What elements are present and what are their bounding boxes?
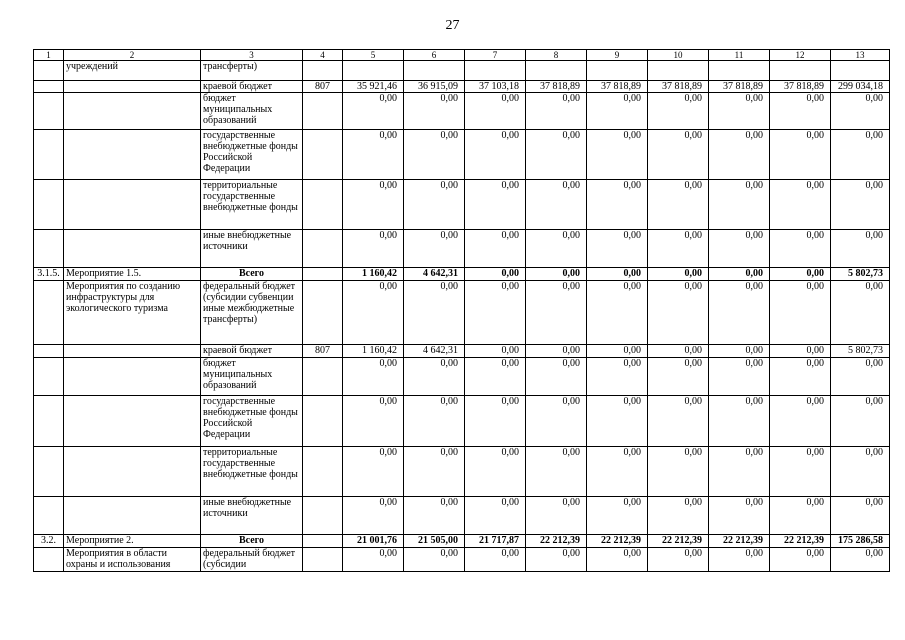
table-cell: 0,00	[587, 396, 648, 447]
table-cell	[303, 93, 343, 130]
table-cell: 22 212,39	[709, 535, 770, 548]
table-cell: 0,00	[587, 548, 648, 572]
table-cell: 5 802,73	[831, 268, 890, 281]
table-row	[34, 230, 890, 268]
table-cell: 21 505,00	[404, 535, 465, 548]
table-cell: 0,00	[526, 180, 587, 230]
table-cell	[303, 358, 343, 396]
table-cell: трансферты)	[201, 61, 303, 81]
table-cell: 1 160,42	[343, 268, 404, 281]
table-cell	[303, 447, 343, 497]
table-cell: 0,00	[770, 396, 831, 447]
table-cell: учреждений	[64, 61, 201, 81]
table-cell: 0,00	[831, 230, 890, 268]
table-cell: 21 717,87	[465, 535, 526, 548]
table-cell: 0,00	[526, 396, 587, 447]
table-cell: 0,00	[404, 93, 465, 130]
table-cell: 0,00	[831, 548, 890, 572]
table-cell: 0,00	[831, 180, 890, 230]
table-cell: 0,00	[465, 180, 526, 230]
table-row	[34, 81, 890, 93]
table-cell	[303, 281, 343, 345]
table-cell	[34, 130, 64, 180]
table-cell: 0,00	[587, 281, 648, 345]
table-cell: бюджет муниципальных образований	[201, 93, 303, 130]
table-cell: 0,00	[343, 358, 404, 396]
column-header: 4	[303, 50, 343, 61]
table-cell: 0,00	[526, 447, 587, 497]
table-row	[34, 447, 890, 497]
table-cell: 0,00	[526, 93, 587, 130]
table-cell	[34, 230, 64, 268]
table-row	[34, 268, 890, 281]
table-cell: 0,00	[526, 268, 587, 281]
table-cell: 0,00	[648, 358, 709, 396]
table-cell: 0,00	[831, 358, 890, 396]
column-header: 8	[526, 50, 587, 61]
table-body	[34, 50, 890, 572]
table-cell: 0,00	[770, 447, 831, 497]
table-cell: 0,00	[526, 548, 587, 572]
table-cell: 0,00	[404, 548, 465, 572]
table-cell: 22 212,39	[770, 535, 831, 548]
table-cell: 0,00	[465, 345, 526, 358]
table-cell	[34, 81, 64, 93]
table-cell: 0,00	[709, 230, 770, 268]
table-cell: 0,00	[587, 497, 648, 535]
table-cell	[709, 61, 770, 81]
table-cell: 0,00	[648, 180, 709, 230]
table-cell	[34, 93, 64, 130]
table-cell: 0,00	[648, 93, 709, 130]
table-cell: 0,00	[770, 180, 831, 230]
table-cell: федеральный бюджет (субсидии субвенции иные межбюджетные трансферты)	[201, 281, 303, 345]
table-cell: 0,00	[709, 268, 770, 281]
table-cell: 0,00	[648, 345, 709, 358]
table-row	[34, 358, 890, 396]
table-cell: 21 001,76	[343, 535, 404, 548]
table-cell: 0,00	[343, 281, 404, 345]
table-cell: Мероприятие 1.5.	[64, 268, 201, 281]
table-cell	[64, 180, 201, 230]
table-cell: 0,00	[770, 548, 831, 572]
table-cell: 0,00	[343, 180, 404, 230]
table-cell: 0,00	[587, 130, 648, 180]
table-cell: 0,00	[709, 447, 770, 497]
table-cell	[526, 61, 587, 81]
table-cell	[303, 268, 343, 281]
table-cell: 0,00	[343, 93, 404, 130]
column-header: 10	[648, 50, 709, 61]
table-cell: 0,00	[770, 497, 831, 535]
table-cell: 0,00	[404, 281, 465, 345]
table-cell: 5 802,73	[831, 345, 890, 358]
column-header: 12	[770, 50, 831, 61]
table-cell: 0,00	[343, 497, 404, 535]
table-cell	[303, 396, 343, 447]
table-row	[34, 396, 890, 447]
table-cell: 22 212,39	[587, 535, 648, 548]
table-cell	[34, 396, 64, 447]
table-cell	[34, 345, 64, 358]
table-cell: 0,00	[526, 281, 587, 345]
table-cell: 37 818,89	[709, 81, 770, 93]
table-cell: 0,00	[709, 93, 770, 130]
table-cell: 0,00	[404, 447, 465, 497]
table-cell: краевой бюджет	[201, 81, 303, 93]
table-cell: 0,00	[709, 497, 770, 535]
column-header: 7	[465, 50, 526, 61]
table-cell: 0,00	[526, 230, 587, 268]
table-cell: 807	[303, 345, 343, 358]
table-cell: федеральный бюджет (субсидии	[201, 548, 303, 572]
table-cell: 37 818,89	[648, 81, 709, 93]
header-row	[34, 50, 890, 61]
table-cell: 0,00	[587, 93, 648, 130]
table-cell: 36 915,09	[404, 81, 465, 93]
table-cell: Всего	[201, 535, 303, 548]
table-row	[34, 180, 890, 230]
table-cell: 0,00	[526, 358, 587, 396]
table-cell: 0,00	[465, 130, 526, 180]
table-cell: 0,00	[465, 281, 526, 345]
table-cell: 37 818,89	[770, 81, 831, 93]
table-cell: Мероприятия в области охраны и использования	[64, 548, 201, 572]
table-cell: 0,00	[343, 130, 404, 180]
table-cell: 0,00	[648, 130, 709, 180]
table-cell: 0,00	[831, 447, 890, 497]
table-cell: 0,00	[648, 548, 709, 572]
table-cell: Мероприятия по созданию инфраструктуры для экологического туризма	[64, 281, 201, 345]
table-cell: 0,00	[648, 447, 709, 497]
table-cell: 0,00	[404, 230, 465, 268]
table-cell: 0,00	[831, 497, 890, 535]
table-cell: 807	[303, 81, 343, 93]
table-cell	[64, 358, 201, 396]
table-cell: 0,00	[404, 358, 465, 396]
table-cell: 0,00	[404, 497, 465, 535]
table-cell: 22 212,39	[648, 535, 709, 548]
table-cell: 0,00	[770, 281, 831, 345]
table-cell: 0,00	[343, 230, 404, 268]
table-cell: 4 642,31	[404, 268, 465, 281]
table-cell: 0,00	[770, 93, 831, 130]
table-cell: 0,00	[770, 130, 831, 180]
table-cell	[34, 497, 64, 535]
table-row	[34, 130, 890, 180]
table-row	[34, 93, 890, 130]
table-cell: 22 212,39	[526, 535, 587, 548]
table-cell: 4 642,31	[404, 345, 465, 358]
table-cell: 0,00	[526, 130, 587, 180]
table-cell: государственные внебюджетные фонды Российской Федерации	[201, 130, 303, 180]
table-cell	[303, 61, 343, 81]
table-row	[34, 548, 890, 572]
table-cell	[34, 358, 64, 396]
table-cell: 0,00	[770, 230, 831, 268]
table-cell	[34, 61, 64, 81]
table-cell: 0,00	[648, 396, 709, 447]
table-cell: государственные внебюджетные фонды Российской Федерации	[201, 396, 303, 447]
budget-table	[33, 49, 890, 572]
table-cell	[64, 93, 201, 130]
table-cell: территориальные государственные внебюджетные фонды	[201, 447, 303, 497]
table-cell	[64, 447, 201, 497]
table-cell	[34, 180, 64, 230]
table-row	[34, 497, 890, 535]
table-cell	[303, 548, 343, 572]
table-cell: 0,00	[709, 396, 770, 447]
table-cell	[404, 61, 465, 81]
table-cell: 0,00	[404, 130, 465, 180]
table-cell: 0,00	[709, 345, 770, 358]
table-cell: бюджет муниципальных образований	[201, 358, 303, 396]
table-row	[34, 61, 890, 81]
column-header: 2	[64, 50, 201, 61]
table-cell: 0,00	[770, 358, 831, 396]
table-cell: 0,00	[709, 130, 770, 180]
table-cell: 37 818,89	[526, 81, 587, 93]
table-row	[34, 345, 890, 358]
table-cell: 0,00	[587, 230, 648, 268]
table-cell: 0,00	[770, 345, 831, 358]
table-cell: 0,00	[526, 345, 587, 358]
column-header: 11	[709, 50, 770, 61]
table-row	[34, 535, 890, 548]
table-cell: Мероприятие 2.	[64, 535, 201, 548]
table-cell: 175 286,58	[831, 535, 890, 548]
table-cell	[303, 535, 343, 548]
table-cell: 0,00	[465, 497, 526, 535]
table-cell: Всего	[201, 268, 303, 281]
table-cell	[303, 130, 343, 180]
table-cell: 0,00	[648, 268, 709, 281]
table-cell: 0,00	[831, 281, 890, 345]
column-header: 5	[343, 50, 404, 61]
table-cell	[34, 447, 64, 497]
table-cell: 0,00	[587, 447, 648, 497]
table-cell: иные внебюджетные источники	[201, 497, 303, 535]
table-cell: 299 034,18	[831, 81, 890, 93]
table-cell	[64, 497, 201, 535]
table-cell	[587, 61, 648, 81]
table-cell: иные внебюджетные источники	[201, 230, 303, 268]
table-cell: 0,00	[648, 281, 709, 345]
table-cell: 0,00	[587, 180, 648, 230]
table-cell: 3.1.5.	[34, 268, 64, 281]
table-cell: 0,00	[648, 230, 709, 268]
table-cell	[34, 548, 64, 572]
table-cell: 0,00	[465, 548, 526, 572]
page-number: 27	[445, 18, 460, 33]
table-cell: 37 103,18	[465, 81, 526, 93]
table-cell: 0,00	[343, 548, 404, 572]
table-cell	[770, 61, 831, 81]
column-header: 9	[587, 50, 648, 61]
table-cell	[303, 497, 343, 535]
table-cell	[64, 81, 201, 93]
table-cell: 0,00	[465, 358, 526, 396]
table-cell: 0,00	[465, 447, 526, 497]
table-cell: 0,00	[587, 345, 648, 358]
table-cell	[648, 61, 709, 81]
table-cell	[465, 61, 526, 81]
column-header: 1	[34, 50, 64, 61]
table-cell: 0,00	[709, 548, 770, 572]
table-cell: 0,00	[465, 268, 526, 281]
table-cell	[303, 230, 343, 268]
table-cell: территориальные государственные внебюджетные фонды	[201, 180, 303, 230]
table-cell: 3.2.	[34, 535, 64, 548]
table-cell: 0,00	[709, 358, 770, 396]
table-cell: 0,00	[831, 93, 890, 130]
table-cell	[831, 61, 890, 81]
table-cell	[64, 345, 201, 358]
table-cell	[34, 281, 64, 345]
table-cell	[343, 61, 404, 81]
table-cell: 0,00	[831, 130, 890, 180]
table-cell: 0,00	[709, 180, 770, 230]
table-cell	[303, 180, 343, 230]
table-cell: 0,00	[709, 281, 770, 345]
table-cell: 0,00	[465, 93, 526, 130]
column-header: 3	[201, 50, 303, 61]
table-cell: 0,00	[465, 396, 526, 447]
table-cell	[64, 230, 201, 268]
table-cell: 37 818,89	[587, 81, 648, 93]
table-cell: 0,00	[831, 396, 890, 447]
table-cell: 0,00	[587, 268, 648, 281]
table-cell	[64, 396, 201, 447]
table-cell: 0,00	[465, 230, 526, 268]
table-cell: 1 160,42	[343, 345, 404, 358]
table-cell: 35 921,46	[343, 81, 404, 93]
table-cell: 0,00	[526, 497, 587, 535]
table-cell	[64, 130, 201, 180]
table-cell: 0,00	[648, 497, 709, 535]
table-cell: краевой бюджет	[201, 345, 303, 358]
table-row	[34, 281, 890, 345]
table-cell: 0,00	[343, 447, 404, 497]
column-header: 6	[404, 50, 465, 61]
table-cell: 0,00	[404, 180, 465, 230]
table-cell: 0,00	[404, 396, 465, 447]
column-header: 13	[831, 50, 890, 61]
table-cell: 0,00	[587, 358, 648, 396]
table-cell: 0,00	[343, 396, 404, 447]
table-cell: 0,00	[770, 268, 831, 281]
